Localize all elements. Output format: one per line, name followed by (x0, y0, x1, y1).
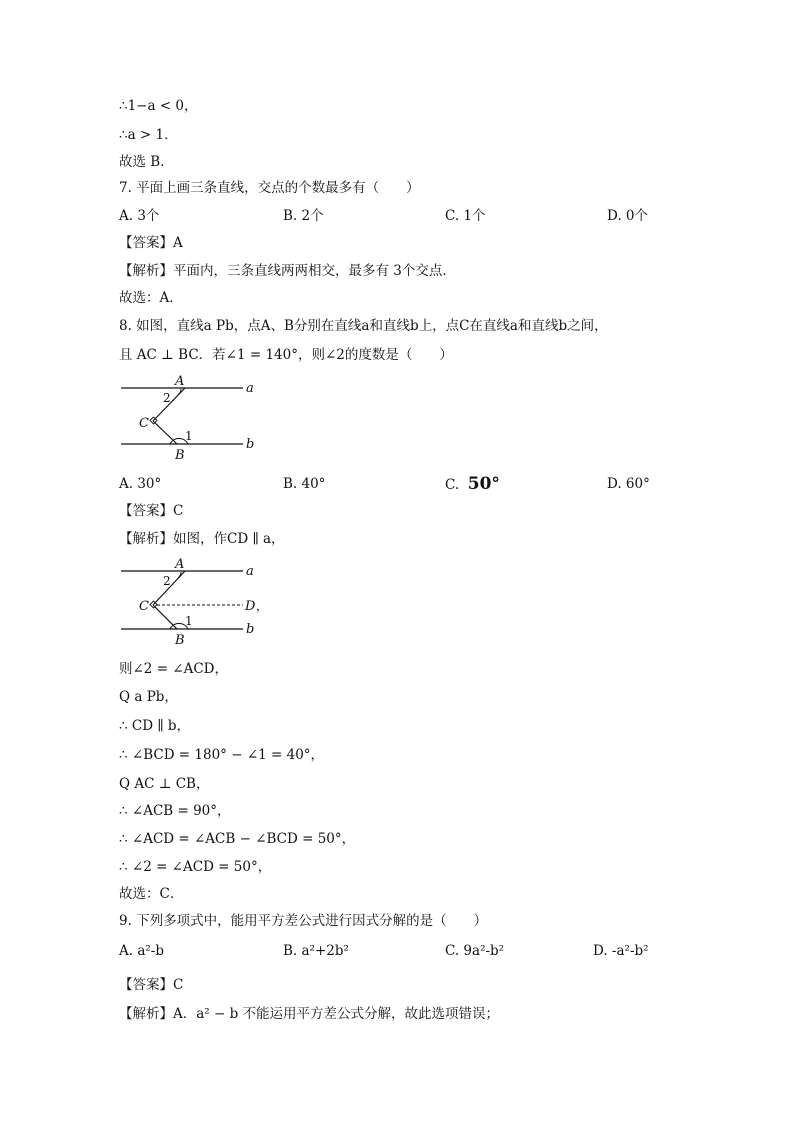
q8-option-a: A. 30° (119, 476, 162, 492)
q9-answer: 【答案】C (119, 977, 184, 993)
solution-step: ∴ ∠ACD = ∠ACB − ∠BCD = 50°， (119, 831, 356, 847)
question-7: 7. 平面上画三条直线，交点的个数最多有（ ） (119, 180, 420, 196)
label-point-c: C (139, 599, 149, 614)
q8-option-c-value: 50° (467, 474, 500, 494)
q9-option-a: A. a²-b (119, 943, 164, 959)
label-angle-2: 2 (163, 574, 171, 588)
figure-parallel-lines (115, 372, 265, 464)
label-comma: ， (256, 599, 269, 613)
text-line: 故选 B． (119, 154, 174, 170)
q8-option-b: B. 40° (283, 476, 326, 492)
text-line: ∴a > 1． (119, 127, 178, 143)
solution-step: ∴ ∠2 = ∠ACD = 50°， (119, 859, 272, 875)
solution-step: Q a Pb， (119, 689, 178, 705)
solution-step: ∴ ∠BCD = 180° − ∠1 = 40°， (119, 747, 325, 763)
q7-answer: 【答案】A (119, 235, 183, 251)
figure-construction (115, 555, 275, 647)
q8-selection: 故选：C． (119, 886, 184, 902)
label-point-c: C (139, 416, 149, 431)
q7-option-b: B. 2个 (283, 208, 324, 224)
q7-explanation: 【解析】平面内，三条直线两两相交，最多有 3个交点． (119, 263, 456, 279)
label-point-b: B (175, 448, 185, 463)
question-8: 8. 如图，直线a Pb，点A、B分别在直线a和直线b上，点C在直线a和直线b之间， (119, 318, 608, 334)
solution-step: ∴ CD ∥ b， (119, 718, 190, 734)
q8-answer: 【答案】C (119, 503, 184, 519)
q8-explanation: 【解析】如图，作CD ∥ a， (119, 531, 285, 547)
q7-option-a: A. 3个 (119, 208, 160, 224)
q8-option-c (445, 475, 500, 494)
label-line-b: b (246, 622, 255, 637)
q8-option-c-letter: C. (445, 477, 460, 493)
solution-step: 则∠2 = ∠ACD， (119, 661, 229, 677)
solution-step: ∴ ∠ACB = 90°， (119, 803, 231, 819)
q9-option-d: D. -a²-b² (593, 943, 649, 959)
label-point-b: B (175, 633, 185, 647)
label-angle-2: 2 (163, 391, 171, 405)
text-line: ∴1−a < 0， (119, 98, 198, 114)
label-line-a: a (246, 381, 254, 396)
q9-option-c: C. 9a²-b² (445, 943, 505, 959)
label-point-d: D (245, 599, 256, 614)
q8-option-d: D. 60° (607, 476, 650, 492)
label-line-a: a (246, 564, 254, 579)
q9-option-b: B. a²+2b² (283, 943, 349, 959)
question-8-condition: 且 AC ⊥ BC．若∠1 = 140°，则∠2的度数是（ ） (119, 347, 453, 363)
solution-step: Q AC ⊥ CB， (119, 776, 210, 792)
q7-option-c: C. 1个 (445, 208, 486, 224)
label-point-a: A (175, 557, 185, 572)
label-angle-1: 1 (185, 614, 193, 628)
question-9: 9. 下列多项式中，能用平方差公式进行因式分解的是（ ） (119, 913, 488, 929)
q9-explanation: 【解析】A．a² − b 不能运用平方差公式分解，故此选项错误； (119, 1006, 500, 1022)
q7-option-d: D. 0个 (607, 208, 649, 224)
q7-selection: 故选：A． (119, 290, 183, 306)
label-angle-1: 1 (185, 429, 193, 443)
label-line-b: b (246, 437, 255, 452)
label-point-a: A (175, 374, 185, 389)
